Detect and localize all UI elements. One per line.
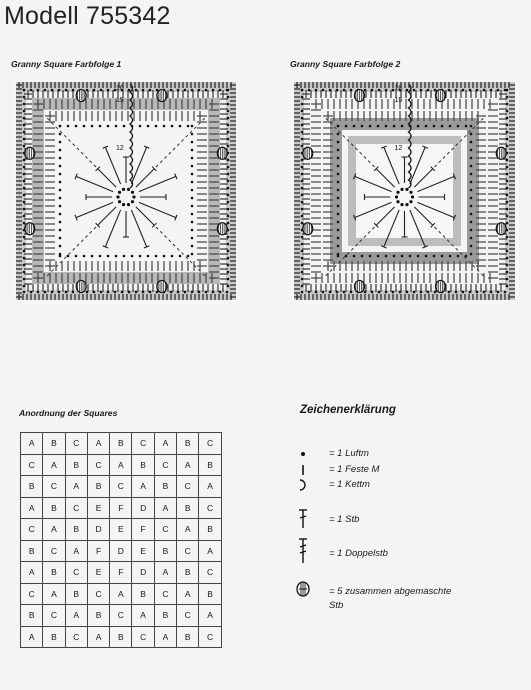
grid-cell: C <box>110 605 132 627</box>
grid-row <box>21 605 222 627</box>
grid-cell: A <box>65 605 87 627</box>
grid-cell: A <box>154 626 176 648</box>
row-label: 12 <box>116 145 124 152</box>
double-crochet-icon <box>293 508 313 533</box>
row-label: 15 <box>394 97 403 104</box>
grid-cell: C <box>43 605 65 627</box>
row-label: 16 <box>394 85 403 92</box>
grid-cell: B <box>43 562 65 584</box>
grid-cell: C <box>154 583 176 605</box>
grid-cell: C <box>132 626 154 648</box>
grid-cell: B <box>132 454 154 476</box>
grid-cell: A <box>177 454 199 476</box>
grid-cell: C <box>65 626 87 648</box>
grid-cell: A <box>21 497 43 519</box>
grid-row <box>21 433 222 455</box>
grid-cell: F <box>132 519 154 541</box>
grid-cell: B <box>87 476 109 498</box>
diagram-caption-2: Granny Square Farbfolge 2 <box>290 59 401 69</box>
grid-cell: C <box>21 454 43 476</box>
granny-square-diagram-1 <box>14 80 238 302</box>
grid-cell: D <box>87 519 109 541</box>
grid-cell: C <box>110 476 132 498</box>
grid-row <box>21 476 222 498</box>
grid-cell: C <box>21 583 43 605</box>
grid-cell: A <box>177 583 199 605</box>
row-label: 12 <box>394 145 403 152</box>
grid-cell: B <box>154 476 176 498</box>
grid-cell: A <box>132 476 154 498</box>
grid-cell: C <box>65 433 87 455</box>
grid-cell: B <box>177 433 199 455</box>
grid-cell: A <box>154 433 176 455</box>
five-together-cluster-icon <box>293 580 313 603</box>
legend-title: Zeichenerklärung <box>300 404 396 416</box>
grid-cell: B <box>132 583 154 605</box>
grid-cell: B <box>110 433 132 455</box>
grid-cell: B <box>199 454 221 476</box>
grid-row <box>21 497 222 519</box>
grid-cell: C <box>154 519 176 541</box>
grid-cell: B <box>110 626 132 648</box>
grid-cell: D <box>132 562 154 584</box>
grid-row <box>21 519 222 541</box>
grid-row <box>21 583 222 605</box>
grid-cell: C <box>199 626 221 648</box>
grid-cell: B <box>87 605 109 627</box>
grid-cell: A <box>87 626 109 648</box>
grid-cell: A <box>154 497 176 519</box>
grid-cell: A <box>199 605 221 627</box>
row-label: 16 <box>116 85 124 92</box>
grid-cell: E <box>132 540 154 562</box>
grid-cell: A <box>110 583 132 605</box>
grid-cell: E <box>110 519 132 541</box>
grid-row <box>21 626 222 648</box>
grid-row <box>21 562 222 584</box>
grid-cell: C <box>177 476 199 498</box>
grid-cell: C <box>199 497 221 519</box>
stitch-pattern <box>292 80 517 302</box>
grid-cell: C <box>177 605 199 627</box>
grid-cell: A <box>199 476 221 498</box>
diagram-caption-1: Granny Square Farbfolge 1 <box>11 59 122 69</box>
grid-cell: B <box>21 540 43 562</box>
grid-cell: B <box>177 497 199 519</box>
treble-crochet-icon <box>293 537 313 568</box>
grid-cell: B <box>199 583 221 605</box>
grid-cell: C <box>199 433 221 455</box>
grid-cell: B <box>154 540 176 562</box>
grid-row <box>21 454 222 476</box>
grid-cell: A <box>177 519 199 541</box>
grid-cell: C <box>65 562 87 584</box>
grid-cell: B <box>43 497 65 519</box>
grid-cell: B <box>177 626 199 648</box>
grid-cell: B <box>65 454 87 476</box>
grid-cell: B <box>177 562 199 584</box>
grid-cell: C <box>87 454 109 476</box>
grid-cell: B <box>21 605 43 627</box>
grid-cell: C <box>65 497 87 519</box>
grid-cell: D <box>132 497 154 519</box>
grid-cell: C <box>87 583 109 605</box>
grid-cell: A <box>43 583 65 605</box>
grid-cell: A <box>65 540 87 562</box>
arrangement-title: Anordnung der Squares <box>19 408 118 418</box>
grid-cell: C <box>199 562 221 584</box>
grid-cell: D <box>110 540 132 562</box>
grid-cell: F <box>87 540 109 562</box>
chain-dot-icon <box>293 447 313 464</box>
grid-cell: B <box>43 626 65 648</box>
grid-cell: B <box>65 519 87 541</box>
grid-cell: A <box>87 433 109 455</box>
grid-cell: A <box>43 519 65 541</box>
grid-cell: A <box>199 540 221 562</box>
grid-cell: E <box>87 497 109 519</box>
grid-cell: A <box>43 454 65 476</box>
grid-cell: C <box>154 454 176 476</box>
grid-cell: C <box>43 476 65 498</box>
grid-cell: B <box>199 519 221 541</box>
grid-cell: C <box>21 519 43 541</box>
page-title: Modell 755342 <box>4 2 171 30</box>
grid-cell: F <box>110 497 132 519</box>
grid-cell: A <box>110 454 132 476</box>
grid-cell: A <box>65 476 87 498</box>
granny-square-diagram-2 <box>292 80 517 302</box>
grid-cell: A <box>21 562 43 584</box>
slip-stitch-arc-icon <box>293 478 313 495</box>
grid-cell: C <box>177 540 199 562</box>
row-label: 15 <box>116 97 124 104</box>
grid-cell: C <box>132 433 154 455</box>
grid-cell: B <box>65 583 87 605</box>
grid-cell: B <box>21 476 43 498</box>
grid-cell: F <box>110 562 132 584</box>
stitch-pattern <box>14 80 238 302</box>
grid-cell: A <box>132 605 154 627</box>
grid-cell: A <box>21 626 43 648</box>
grid-cell: B <box>154 605 176 627</box>
grid-cell: B <box>43 433 65 455</box>
grid-cell: A <box>21 433 43 455</box>
grid-cell: A <box>154 562 176 584</box>
grid-cell: E <box>87 562 109 584</box>
grid-row <box>21 540 222 562</box>
grid-cell: C <box>43 540 65 562</box>
arrangement-grid <box>20 432 222 648</box>
